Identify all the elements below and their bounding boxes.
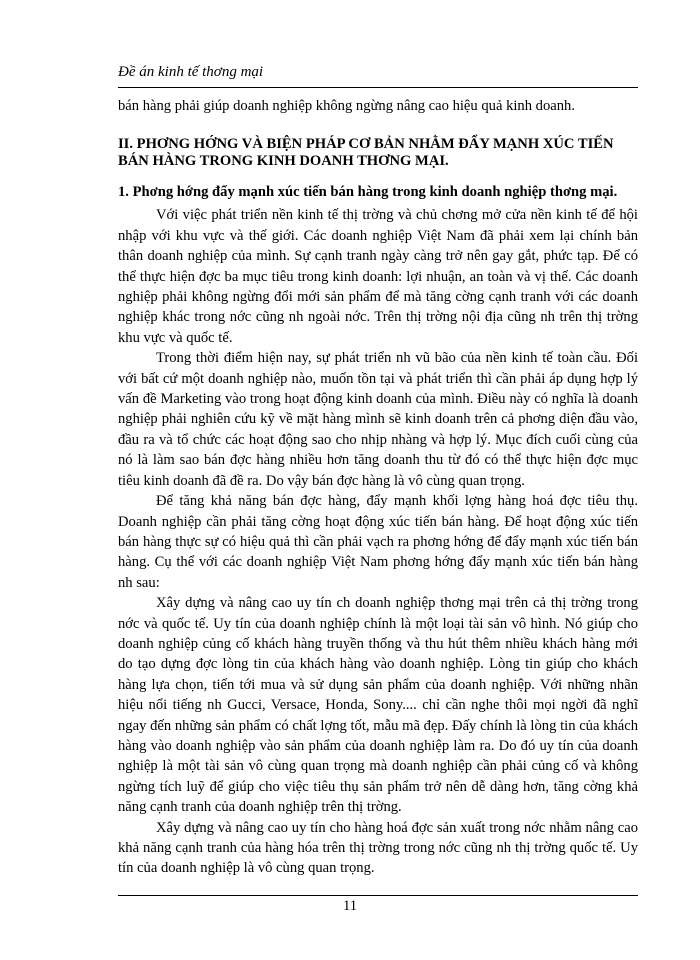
body-paragraph-3: Để tăng khả năng bán đợc hàng, đẩy mạnh khối lợng hàng hoá đợc tiêu thụ. Doanh nghiệp cần phải tăng cờng hoạt động xúc tiến bán hàng. Để hoạt động xúc tiến bán hàng thực sự có hiệu quả thì cần phải vạch ra phơng hớng để đẩy mạnh xúc tiến bán hàng. Cụ thể với các doanh nghiệp Việt Nam phơng hớng đẩy mạnh xúc tiến bán hàng nh sau: <box>118 493 638 591</box>
body-paragraph-5: Xây dựng và nâng cao uy tín cho hàng hoá đợc sản xuất trong nớc nhằm nâng cao khả năng cạnh tranh của hàng hóa trên thị trờng trong nớc cũng nh thị trờng quốc tế. Uy tín của doanh nghiệp là vô cùng quan trọng. <box>118 819 638 877</box>
footer-divider <box>118 895 638 896</box>
body-paragraph-1: Với việc phát triển nền kinh tế thị trờng và chủ chơng mở cửa nền kinh tế để hội nhập với khu vực và thế giới. Các doanh nghiệp Việt Nam đã phải xem lại chính bản thân doanh nghiệp của mình. Sự cạnh tranh ngày càng trở nên gay gắt, phức tạp. Để có thể thực hiện đợc ba mục tiêu trong kinh doanh: lợi nhuận, an toàn và vị thế. Các doanh nghiệp phải không ngừng đổi mới sản phẩm để mà tăng cờng cạnh tranh với các doanh nghiệp khác trong nớc cũng nh ngoài nớc. Trên thị trờng nội địa cũng nh trên thị trờng khu vực và quốc tế. <box>118 207 638 346</box>
body-paragraph-2: Trong thời điểm hiện nay, sự phát triển nh vũ bão của nền kinh tế toàn cầu. Đối với bất cứ một doanh nghiệp nào, muốn tồn tại và phát triển thì cần phải áp dụng hợp lý vấn đề Marketing vào trong hoạt động kinh doanh của mình. Điều này có nghĩa là doanh nghiệp phải nghiên cứu kỹ về mặt hàng mình sẽ kinh doanh trên cả phơng diện đầu vào, đầu ra và tổ chức các hoạt động sao cho nhịp nhàng và hợp lý. Mục đích cuối cùng của nó là làm sao bán đợc hàng nhiều hơn tăng doanh thu từ đó có thể thực hiện đợc mục tiêu kinh doanh đã đề ra. Do vậy bán đợc hàng là vô cùng quan trọng. <box>118 350 638 489</box>
section-heading: II. PHƠNG HỚNG VÀ BIỆN PHÁP CƠ BẢN NHẰM ĐẨY MẠNH XÚC TIẾN BÁN HÀNG TRONG KINH DOANH THƠNG MẠI. <box>118 136 614 170</box>
running-header: Đề án kinh tế thơng mại <box>118 64 264 80</box>
subsection-heading: 1. Phơng hớng đẩy mạnh xúc tiến bán hàng trong kinh doanh nghiệp thơng mại. <box>118 184 618 201</box>
page-body <box>118 96 638 879</box>
page-number: 11 <box>342 898 358 914</box>
body-paragraph-4: Xây dựng và nâng cao uy tín ch doanh nghiệp thơng mại trên cả thị trờng trong nớc và quốc tế. Uy tín của doanh nghiệp chính là một loại tài sản vô hình. Nó giúp cho doanh nghiệp củng cố khách hàng truyền thống và thu hút thêm nhiều khách hàng mới do tạo dựng đợc lòng tin của khách hàng vào doanh nghiệp. Lòng tin giúp cho khách hàng lựa chọn, tiến tới mua và sử dụng sản phẩm của doanh nghiệp. Với những nhãn hiệu nổi tiếng nh Gucci, Versace, Honda, Sony.... chỉ cần nghe thôi mọi ngời đã nghĩ ngay đến những sản phẩm có chất lợng tốt, mẫu mã đẹp. Đấy chính là lòng tin của khách hàng vào doanh nghiệp vào sản phẩm của doanh nghiệp làm ra. Do đó uy tín của doanh nghiệp là một tài sản vô cùng quan trọng mà doanh nghiệp cần phải củng cố và không ngừng tích luỹ để giúp cho việc tiêu thụ sản phẩm trở nên dễ dàng hơn, tăng cờng khả năng cạnh tranh của doanh nghiệp trên thị trờng. <box>118 595 638 816</box>
header-divider <box>118 87 638 88</box>
intro-paragraph: bán hàng phải giúp doanh nghiệp không ngừng nâng cao hiệu quả kinh doanh. <box>118 98 575 114</box>
